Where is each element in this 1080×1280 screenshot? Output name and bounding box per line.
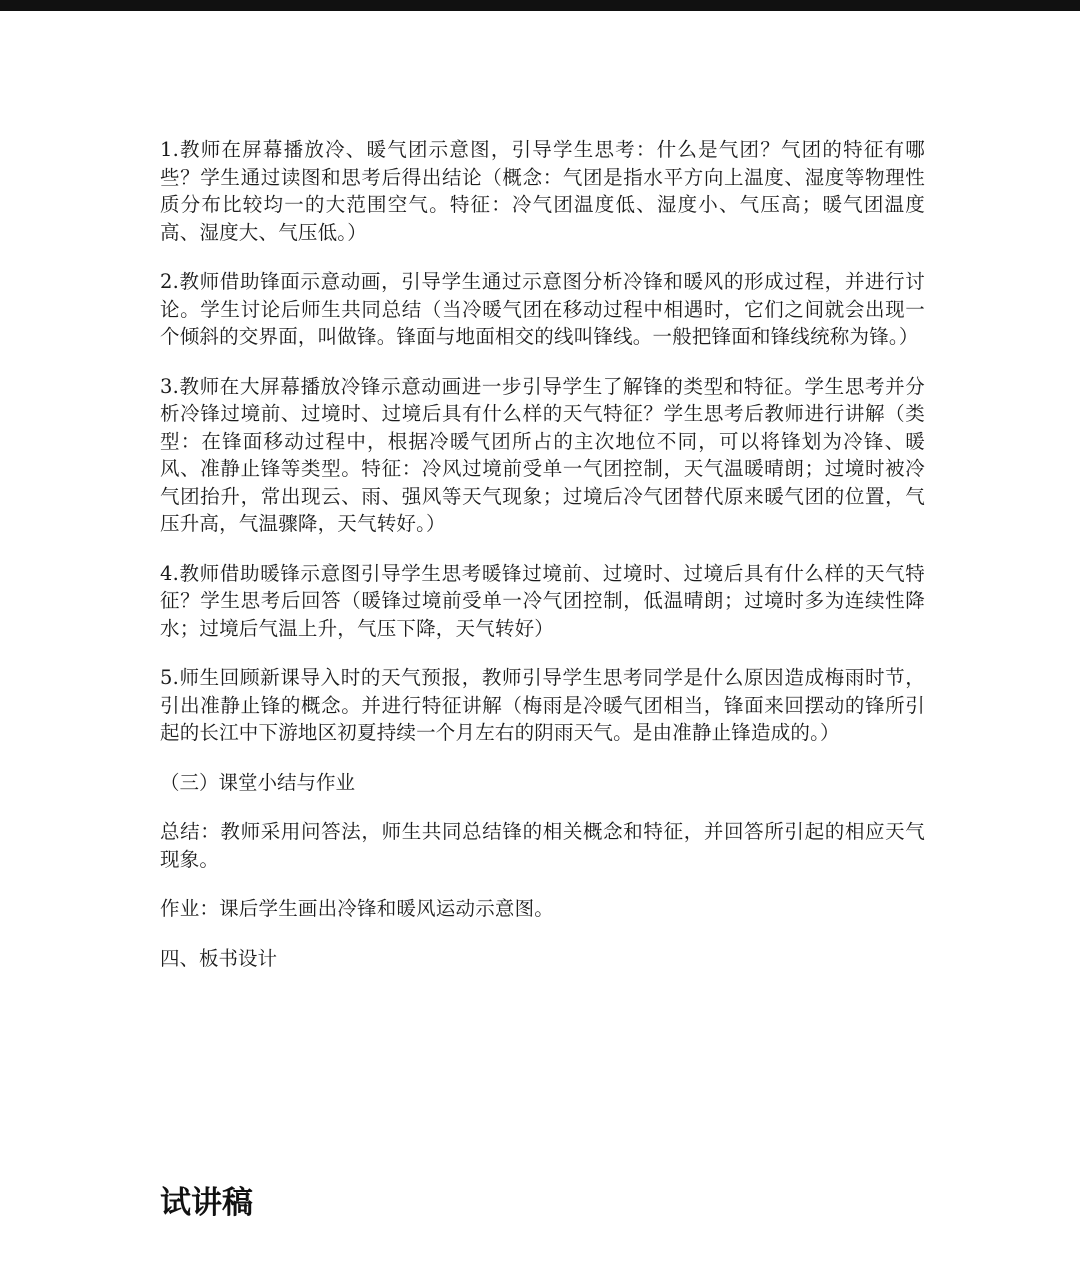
list-item-4: 4.教师借助暖锋示意图引导学生思考暖锋过境前、过境时、过境后具有什么样的天气特征？学生思考后回答（暖锋过境前受单一冷气团控制，低温晴朗；过境时多为连续性降水；过境后气温上升，气压下降，天气转好） (160, 561, 925, 640)
page-title: 试讲稿 (160, 1185, 253, 1221)
homework-paragraph: 作业：课后学生画出冷锋和暖风运动示意图。 (160, 897, 555, 920)
top-status-bar (0, 0, 1080, 11)
list-item-3: 3.教师在大屏幕播放冷锋示意动画进一步引导学生了解锋的类型和特征。学生思考并分析冷锋过境前、过境时、过境后具有什么样的天气特征？学生思考后教师进行讲解（类型：在锋面移动过程中，根据冷暖气团所占的主次地位不同，可以将锋划为冷锋、暖风、准静止锋等类型。特征：冷风过境前受单一气团控制，天气温暖晴朗；过境时被冷气团抬升，常出现云、雨、强风等天气现象；过境后冷气团替代原来暖气团的位置，气压升高，气温骤降，天气转好。） (160, 374, 925, 535)
list-item-1: 1.教师在屏幕播放冷、暖气团示意图，引导学生思考：什么是气团？气团的特征有哪些？学生通过读图和思考后得出结论（概念：气团是指水平方向上温度、湿度等物理性质分布比较均一的大范围空气。特征：冷气团温度低、湿度小、气压高；暖气团温度高、湿度大、气压低。） (160, 138, 925, 244)
document-body (160, 136, 925, 994)
section-heading-board-design: 四、板书设计 (160, 946, 278, 970)
summary-paragraph: 总结：教师采用问答法，师生共同总结锋的相关概念和特征，并回答所引起的相应天气现象。 (160, 820, 925, 871)
list-item-2: 2.教师借助锋面示意动画，引导学生通过示意图分析冷锋和暖风的形成过程，并进行讨论。学生讨论后师生共同总结（当冷暖气团在移动过程中相遇时，它们之间就会出现一个倾斜的交界面，叫做锋。锋面与地面相交的线叫锋线。一般把锋面和锋线统称为锋。） (160, 270, 925, 348)
list-item-5: 5.师生回顾新课导入时的天气预报，教师引导学生思考同学是什么原因造成梅雨时节，引出准静止锋的概念。并进行特征讲解（梅雨是冷暖气团相当，锋面来回摆动的锋所引起的长江中下游地区初夏持续一个月左右的阴雨天气。是由准静止锋造成的。） (160, 666, 925, 744)
section-heading-summary-homework: （三）课堂小结与作业 (160, 770, 356, 794)
